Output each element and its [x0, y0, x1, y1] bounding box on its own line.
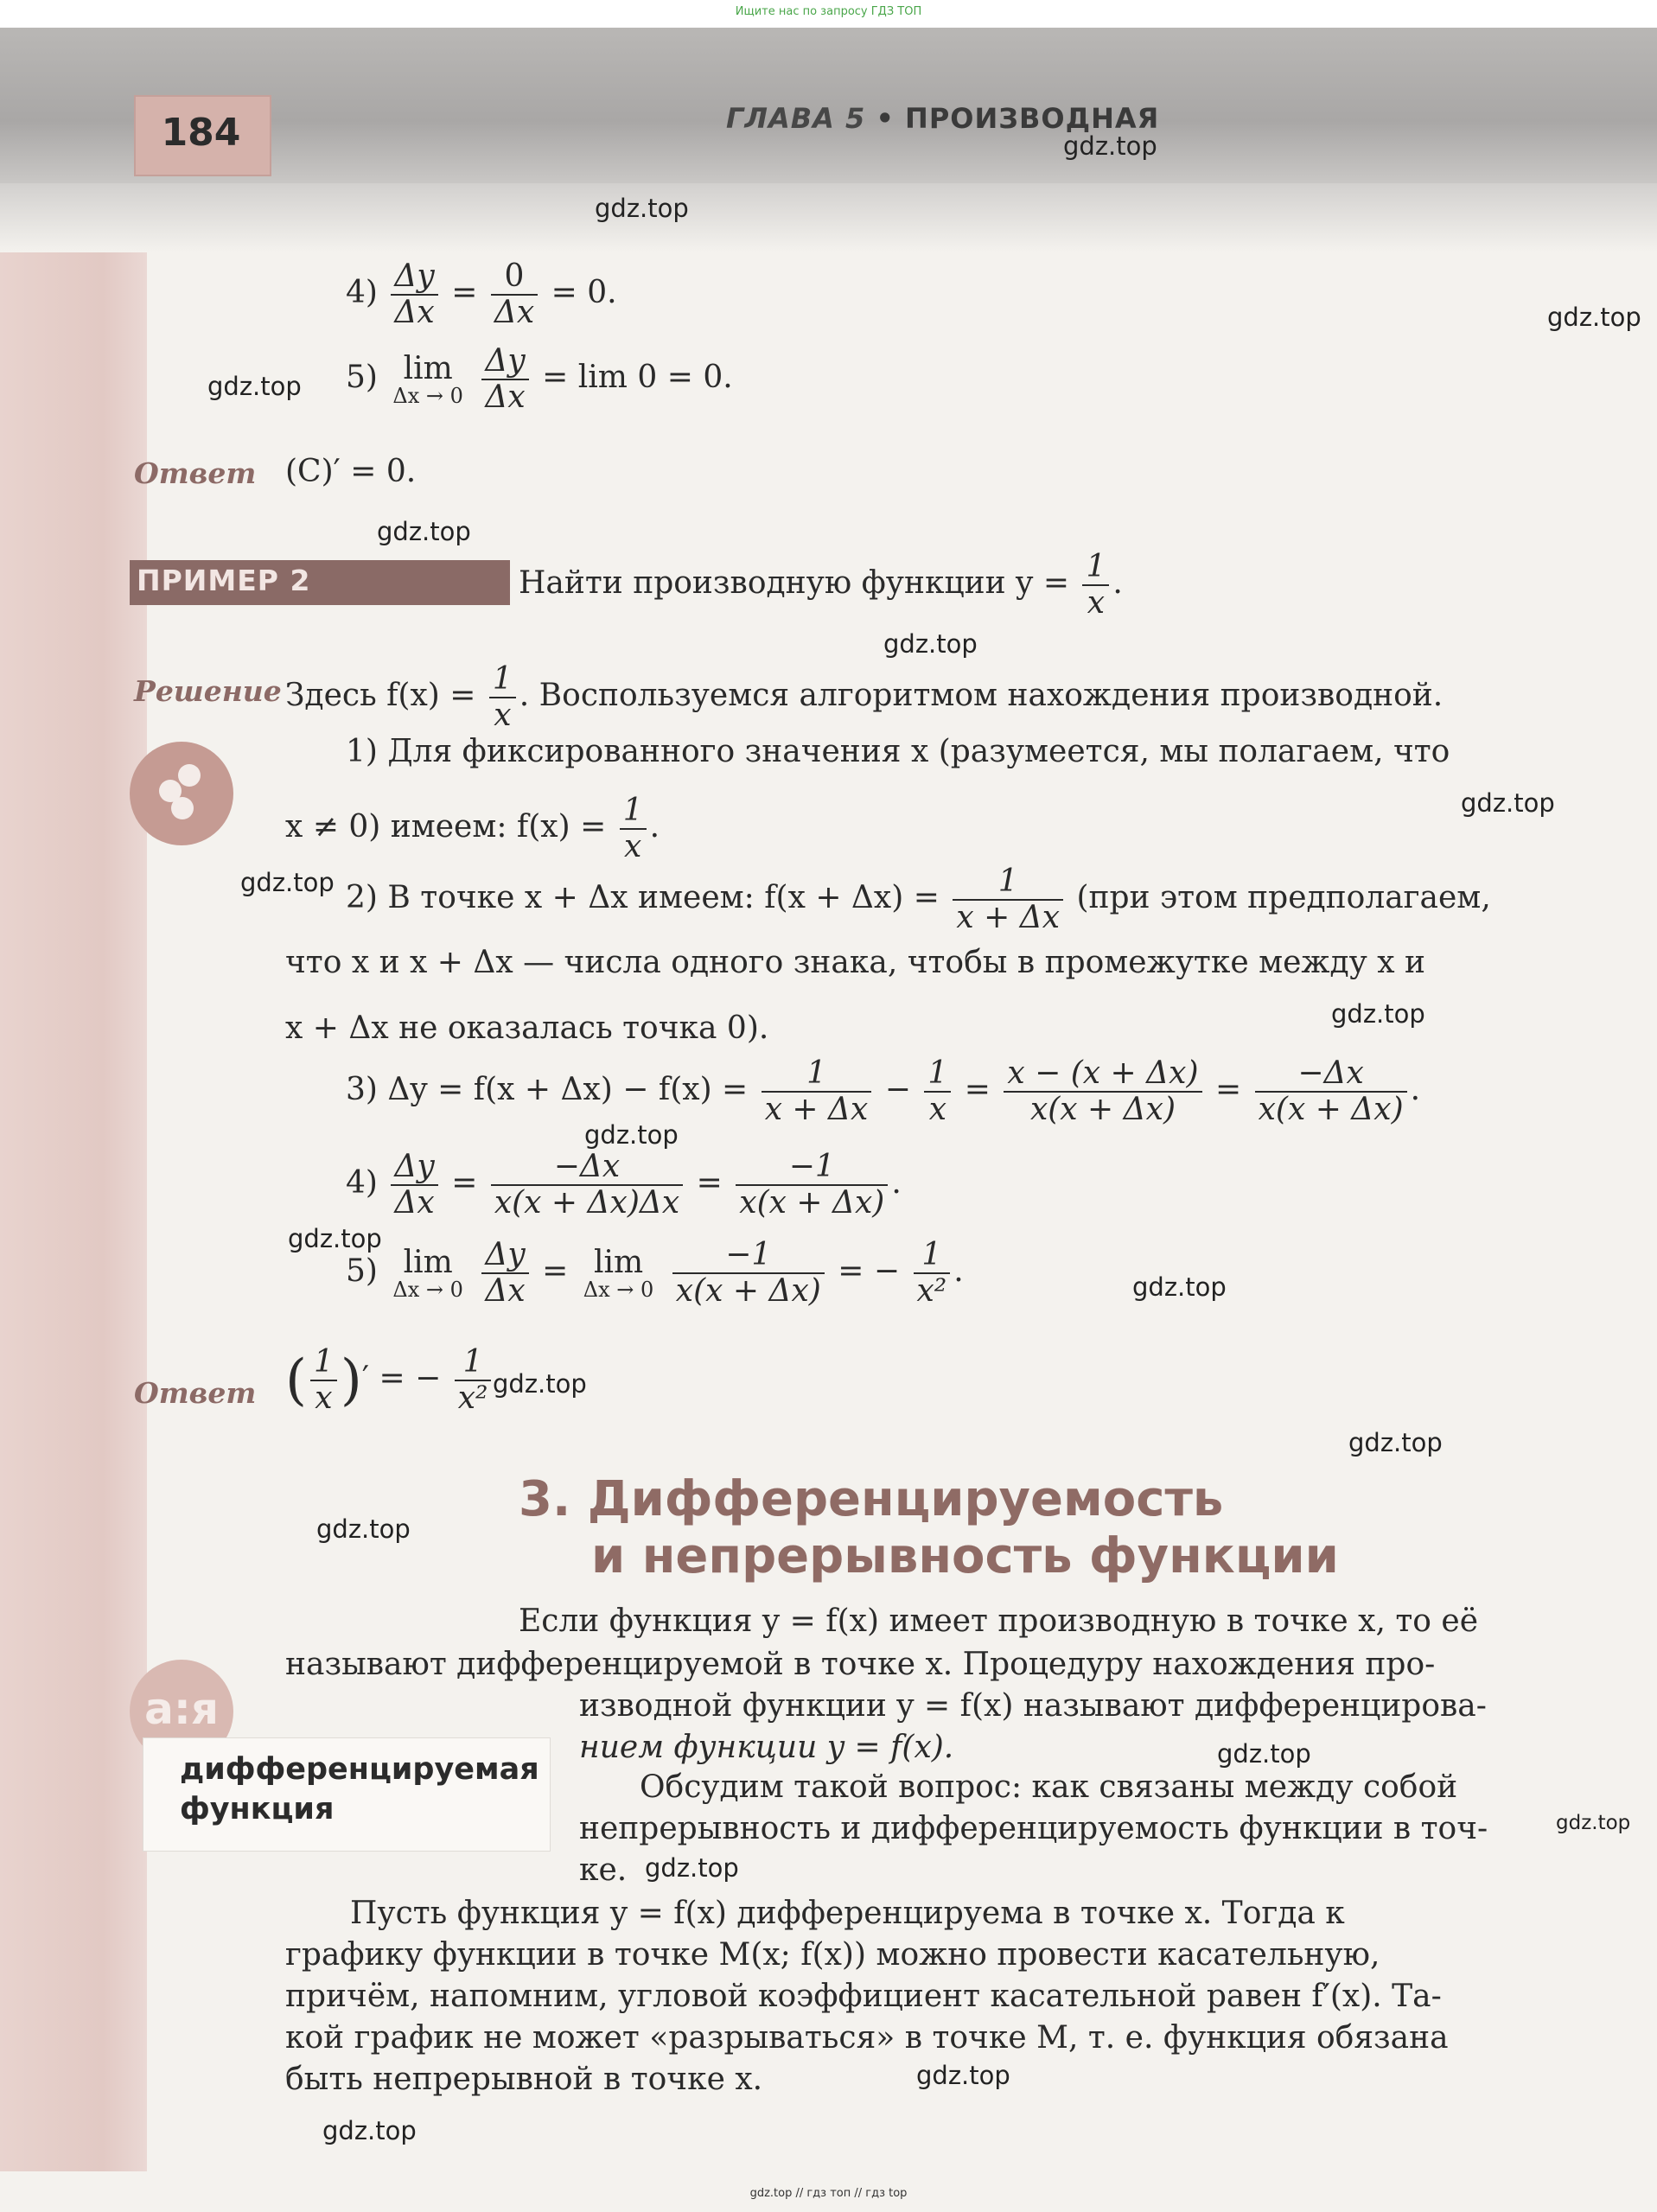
limit: lim Δx → 0: [392, 351, 463, 408]
paragraph-line: причём, напомним, угловой коэффициент касательной равен f′(x). Та-: [285, 1979, 1442, 2014]
example-label: ПРИМЕР 2: [137, 564, 311, 597]
watermark: gdz.top: [595, 194, 689, 223]
header-fade: [0, 183, 1657, 252]
chapter-bullet: •: [876, 102, 895, 135]
watermark: gdz.top: [584, 1120, 679, 1150]
paragraph-line: быть непрерывной в точке x.: [285, 2062, 763, 2097]
paragraph-line: изводной функции y = f(x) называют дифференцирова-: [579, 1688, 1487, 1724]
example1-answer: (C)′ = 0.: [285, 454, 417, 489]
paragraph-line: называют дифференцируемой в точке x. Процедуру нахождения про-: [285, 1647, 1436, 1682]
watermark: gdz.top: [1461, 788, 1555, 818]
answer-label: Ответ: [134, 456, 257, 490]
paragraph-line: Обсудим такой вопрос: как связаны между собой: [640, 1769, 1458, 1805]
step4: 4) $\frac{\Delta y}{\Delta x}$ = $\frac{-\Delta x}{x(x + \Delta x)\Delta x}$ = $\frac{-1}{x(x + \Delta x)}$ .: [346, 1149, 902, 1221]
fraction: $\frac{x - (x + \Delta x)}{x(x + \Delta x)}$: [1004, 1056, 1201, 1127]
example2-task: Найти производную функции y = $\frac{1}{x}$ .: [519, 549, 1123, 621]
top-search-note: Ищите нас по запросу ГДЗ ТОП: [735, 5, 922, 18]
fraction: $\frac{1}{x}$: [924, 1056, 951, 1127]
paragraph-line: Если функция y = f(x) имеет производную в точке x, то её: [519, 1603, 1479, 1639]
step2-line2: что x и x + Δx — числа одного знака, чтобы в промежутке между x и: [285, 945, 1426, 980]
step1-line2: x ≠ 0) имеем: f(x) = $\frac{1}{x}$ .: [285, 793, 660, 864]
fraction: $\frac{1}{x + \Delta x}$: [762, 1056, 872, 1127]
fraction: $\frac{1}{x + \Delta x}$: [953, 864, 1063, 935]
chapter-header: [726, 102, 1159, 135]
glossary-icon: a:я: [130, 1660, 233, 1763]
left-margin-band: [0, 252, 147, 2171]
step5: 5) lim Δx → 0 $\frac{\Delta y}{\Delta x}$ = lim Δx → 0 $\frac{-1}{x(x + \Delta x)}$ = − $\frac{1}{\text{x²}}$ .: [346, 1237, 964, 1309]
fraction: $\frac{-1}{x(x + \Delta x)}$: [736, 1150, 888, 1221]
paragraph-line: ке.: [579, 1852, 628, 1888]
watermark: gdz.top: [1331, 999, 1425, 1029]
dots-icon: [130, 742, 233, 845]
limit: lim Δx → 0: [583, 1245, 654, 1302]
watermark: gdz.top: [322, 2116, 417, 2145]
watermark: gdz.top: [1556, 1812, 1631, 1834]
fraction: $\frac{\Delta y}{\Delta x}$: [391, 1150, 437, 1221]
chapter-title: ПРОИЗВОДНАЯ: [905, 102, 1160, 135]
step2-line1: 2) В точке x + Δx имеем: f(x + Δx) = $\frac{1}{x + \Delta x}$ (при этом предполагаем,: [346, 864, 1491, 935]
step1-line1: 1) Для фиксированного значения x (разумеется, мы полагаем, что: [346, 734, 1450, 769]
watermark: gdz.top: [207, 372, 302, 401]
paragraph-line: Пусть функция y = f(x) дифференцируема в точке x. Тогда к: [350, 1896, 1345, 1931]
watermark: gdz.top: [377, 517, 471, 546]
paragraph-line: нием функции y = f(x).: [579, 1730, 954, 1765]
watermark: gdz.top: [240, 868, 335, 897]
paragraph-line: непрерывность и дифференцируемость функции в точ-: [579, 1811, 1488, 1846]
paragraph-line: графику функции в точке M(x; f(x)) можно провести касательную,: [285, 1937, 1380, 1973]
step3: 3) Δy = f(x + Δx) − f(x) = $\frac{1}{x + \Delta x}$ − $\frac{1}{x}$ = $\frac{x - (x + \Delta x)}{x(x + \Delta x)}$ = $\frac{-\Delta x}{x(x + \Delta x)}$ .: [346, 1055, 1421, 1127]
term-text: дифференцируемая функция: [180, 1752, 539, 1826]
fraction: $\frac{0}{\Delta x}$: [491, 259, 538, 330]
watermark: gdz.top: [883, 629, 978, 659]
fraction: $\frac{1}{\text{x²}}$: [914, 1238, 951, 1309]
solution-intro: Здесь f(x) = $\frac{1}{x}$ . Воспользуемся алгоритмом нахождения производной.: [285, 661, 1444, 733]
section-title: 3. Дифференцируемость и непрерывность функции: [519, 1471, 1339, 1584]
page-number: 184: [161, 111, 241, 155]
step2-line3: x + Δx не оказалась точка 0).: [285, 1010, 769, 1046]
fraction: $\frac{-\Delta x}{x(x + \Delta x)}$: [1255, 1056, 1407, 1127]
watermark: gdz.top: [645, 1853, 739, 1883]
fraction: $\frac{1}{\text{x²}}$: [455, 1345, 492, 1416]
watermark: gdz.top: [1348, 1428, 1443, 1457]
limit: lim Δx → 0: [392, 1245, 463, 1302]
fraction: $\frac{\Delta y}{\Delta x}$: [481, 344, 528, 415]
watermark: gdz.top: [316, 1514, 411, 1544]
watermark: gdz.top: [1132, 1272, 1227, 1302]
example2-answer: ( $\frac{1}{x}$ )′ = − $\frac{1}{\text{x²}}$: [285, 1345, 494, 1416]
watermark: gdz.top: [1217, 1739, 1311, 1769]
fraction: $\frac{1}{x}$: [1082, 550, 1109, 621]
watermark: gdz.top: [1547, 303, 1641, 332]
answer-label: Ответ: [134, 1376, 257, 1410]
example1-step5: 5) lim Δx → 0 $\frac{\Delta y}{\Delta x}$ = lim 0 = 0.: [346, 343, 733, 415]
fraction: $\frac{1}{x}$: [620, 794, 647, 864]
chapter-label: ГЛАВА 5: [726, 102, 866, 135]
fraction: $\frac{1}{x}$: [489, 662, 516, 733]
fraction: $\frac{\Delta y}{\Delta x}$: [481, 1238, 528, 1309]
fraction: $\frac{1}{x}$: [310, 1345, 337, 1416]
fraction: $\frac{-1}{x(x + \Delta x)}$: [672, 1238, 825, 1309]
bottom-note: gdz.top // гдз топ // гдз top: [749, 2187, 908, 2200]
example1-step4: 4) $\frac{\Delta y}{\Delta x}$ = $\frac{0}{\Delta x}$ = 0.: [346, 258, 617, 330]
solution-label: Решение: [134, 674, 282, 708]
fraction: $\frac{\Delta y}{\Delta x}$: [391, 259, 437, 330]
watermark: gdz.top: [916, 2061, 1010, 2090]
watermark: gdz.top: [493, 1369, 587, 1399]
watermark: gdz.top: [288, 1224, 382, 1253]
paragraph-line: кой график не может «разрываться» в точке M, т. е. функция обязана: [285, 2020, 1449, 2056]
watermark: gdz.top: [1063, 131, 1157, 161]
fraction: $\frac{-\Delta x}{x(x + \Delta x)\Delta x}$: [491, 1150, 683, 1221]
